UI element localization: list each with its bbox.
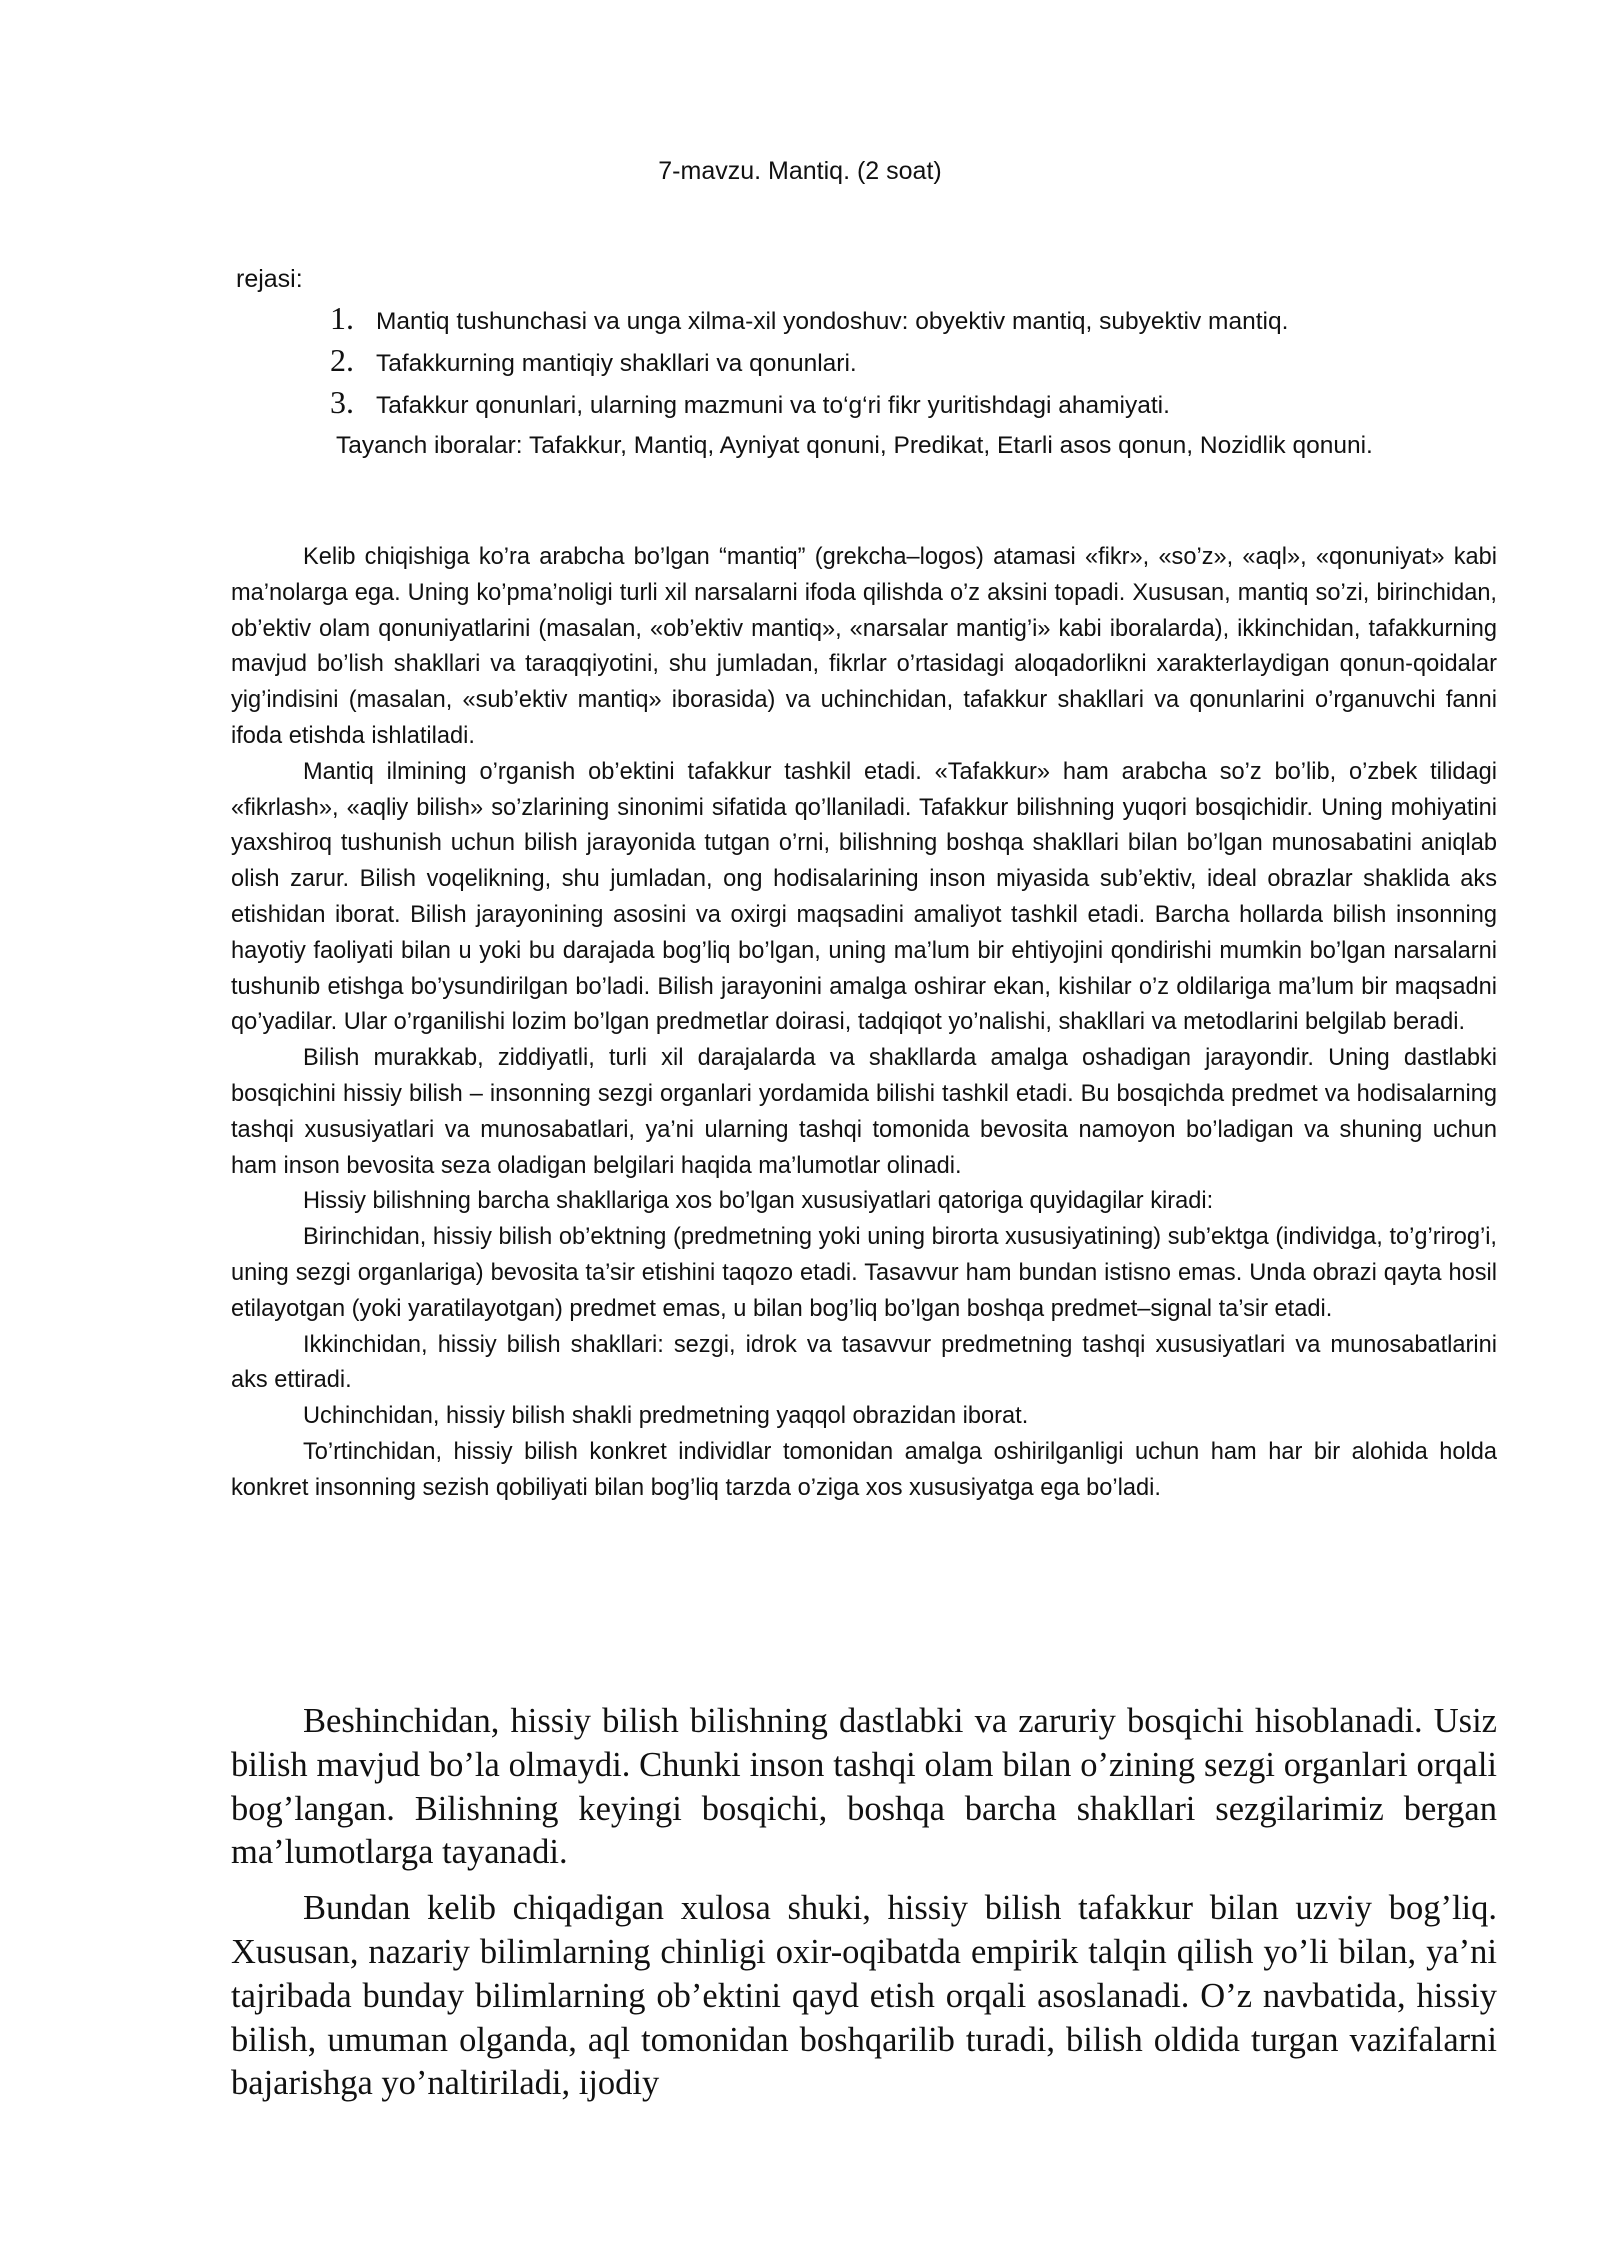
body-paragraph: Bundan kelib chiqadigan xulosa shuki, hissiy bilish tafakkur bilan uzviy bog’liq. Xususan, nazariy bilimlarning chinligi oxir-oqibatda empirik talqin qilish yo’li bilan, ya’ni tajribada bunday bilimlarning ob’ektini qayd etish orqali asoslanadi. O’z navbatida, hissiy bilish, umuman olganda, aql tomonidan boshqarilib turadi, bilish oldida turgan vazifalarni bajarishga yo’naltiriladi, ijodiy bbox=[231, 1889, 1497, 2103]
body-paragraph: Kelib chiqishiga ko’ra arabcha bo’lgan “mantiq” (grekcha–logos) atamasi «fikr», «so’z», «aql», «qonuniyat» kabi ma’nolarga ega. Uning ko’pma’noligi turli xil narsalarni ifoda qilishda o’z aksini topadi. Xususan, mantiq so’zi, birinchidan, ob’ektiv olam qonuniyatlarini (masalan, «ob’ektiv mantiq», «narsalar mantig’i» kabi iboralarda), ikkinchidan, tafakkurning mavjud bo’lish shakllari va taraqqiyotini, shu jumladan, fikrlar o’rtasidagi aloqadorlikni xarakterlaydigan qonun-qoidalar yig’indisini (masalan, «sub’ektiv mantiq» iborasida) va uchinchidan, tafakkur shakllari va qonunlarini o’rganuvchi fanni ifoda etishda ishlatiladi. bbox=[231, 544, 1497, 749]
body-paragraph: Hissiy bilishning barcha shakllariga xos bo’lgan xususiyatlari qatoriga quyidagilar kiradi: bbox=[303, 1188, 1214, 1215]
plan-item bbox=[330, 342, 1430, 384]
plan-item-number: 1. bbox=[330, 300, 354, 336]
plan-item-number: 2. bbox=[330, 342, 354, 378]
page-title: 7-mavzu. Mantiq. (2 soat) bbox=[658, 157, 942, 185]
body-text-sans bbox=[231, 540, 1497, 1507]
body-paragraph: Ikkinchidan, hissiy bilish shakllari: sezgi, idrok va tasavvur predmetning tashqi xususiyatlari va munosabatlarini aks ettiradi. bbox=[231, 1331, 1497, 1394]
plan-item-text: Tafakkur qonunlari, ularning mazmuni va to‘g‘ri fikr yuritishdagi ahamiyati. bbox=[376, 392, 1170, 419]
body-paragraph: Mantiq ilmining o’rganish ob’ektini tafakkur tashkil etadi. «Tafakkur» ham arabcha so’z bo’lib, o’zbek tilidagi «fikrlash», «aqliy bilish» so’zlarining sinonimi sifatida qo’llaniladi. Tafakkur bilishning yuqori bosqichidir. Uning mohiyatini yaxshiroq tushunish uchun bilish jarayonida tutgan o’rni, bilishning boshqa shakllari bilan bo’lgan munosabatini aniqlab olish zarur. Bilish voqelikning, shu jumladan, ong hodisalarining inson miyasida sub’ektiv, ideal obrazlar shaklida aks etishidan iborat. Bilish jarayonining asosini va oxirgi maqsadini amaliyot tashkil etadi. Barcha hollarda bilish insonning hayotiy faoliyati bilan u yoki bu darajada bog’liq bo’lgan, uning ma’lum bir ehtiyojini qondirishi mumkin bo’lgan narsalarni tushunib etishga bo’ysundirilgan bo’ladi. Bilish jarayonini amalga oshirar ekan, kishilar o’z oldilariga ma’lum bir maqsadni qo’yadilar. Ular o’rganilishi lozim bo’lgan predmetlar doirasi, tadqiqot yo’nalishi, shakllari va metodlarini belgilab beradi. bbox=[231, 758, 1497, 1036]
body-paragraph: Beshinchidan, hissiy bilish bilishning dastlabki va zaruriy bosqichi hisoblanadi. Usiz bilish mavjud bo’la olmaydi. Chunki inson tashqi olam bilan o’zining sezgi organlari orqali bog’langan. Bilishning keyingi bosqichi, boshqa barcha shakllari sezgilarimiz bergan ma’lumotlarga tayanadi. bbox=[231, 1702, 1497, 1872]
plan-list bbox=[330, 300, 1430, 426]
plan-item bbox=[330, 384, 1430, 426]
body-paragraph: To’rtinchidan, hissiy bilish konkret individlar tomonidan amalga oshirilganligi uchun ham har bir alohida holda konkret insonning sezish qobiliyati bilan bog’liq tarzda o’ziga xos xususiyatga ega bo’ladi. bbox=[231, 1438, 1497, 1501]
body-paragraph: Birinchidan, hissiy bilish ob’ektning (predmetning yoki uning birorta xususiyatining) sub’ektga (individga, to’g’rirog’i, uning sezgi organlariga) bevosita ta’sir etishini taqozo etadi. Tasavvur ham bundan istisno emas. Unda obrazi qayta hosil etilayotgan (yoki yaratilayotgan) predmet emas, u bilan bog’liq bo’lgan boshqa predmet–signal ta’sir etadi. bbox=[231, 1224, 1497, 1322]
plan-item-text: Tafakkurning mantiqiy shakllari va qonunlari. bbox=[376, 350, 857, 377]
plan-item bbox=[330, 300, 1430, 342]
body-text-serif bbox=[231, 1700, 1497, 2118]
plan-label: rejasi: bbox=[236, 265, 303, 293]
keywords-paragraph: Tayanch iboralar: Tafakkur, Mantiq, Ayniyat qonuni, Predikat, Etarli asos qonun, Nozidlik qonuni. bbox=[336, 432, 1373, 459]
plan-item-number: 3. bbox=[330, 384, 354, 420]
body-paragraph: Bilish murakkab, ziddiyatli, turli xil darajalarda va shakllarda amalga oshadigan jarayondir. Uning dastlabki bosqichini hissiy bilish – insonning sezgi organlari yordamida bilishi tashkil etadi. Bu bosqichda predmet va hodisalarning tashqi xususiyatlari va munosabatlari, ya’ni ularning tashqi tomonida bevosita namoyon bo’ladigan va shuning uchun ham inson bevosita seza oladigan belgilari haqida ma’lumotlar olinadi. bbox=[231, 1045, 1497, 1179]
plan-item-text: Mantiq tushunchasi va unga xilma-xil yondoshuv: obyektiv mantiq, subyektiv mantiq. bbox=[376, 308, 1289, 335]
body-paragraph: Uchinchidan, hissiy bilish shakli predmetning yaqqol obrazidan iborat. bbox=[303, 1403, 1029, 1430]
